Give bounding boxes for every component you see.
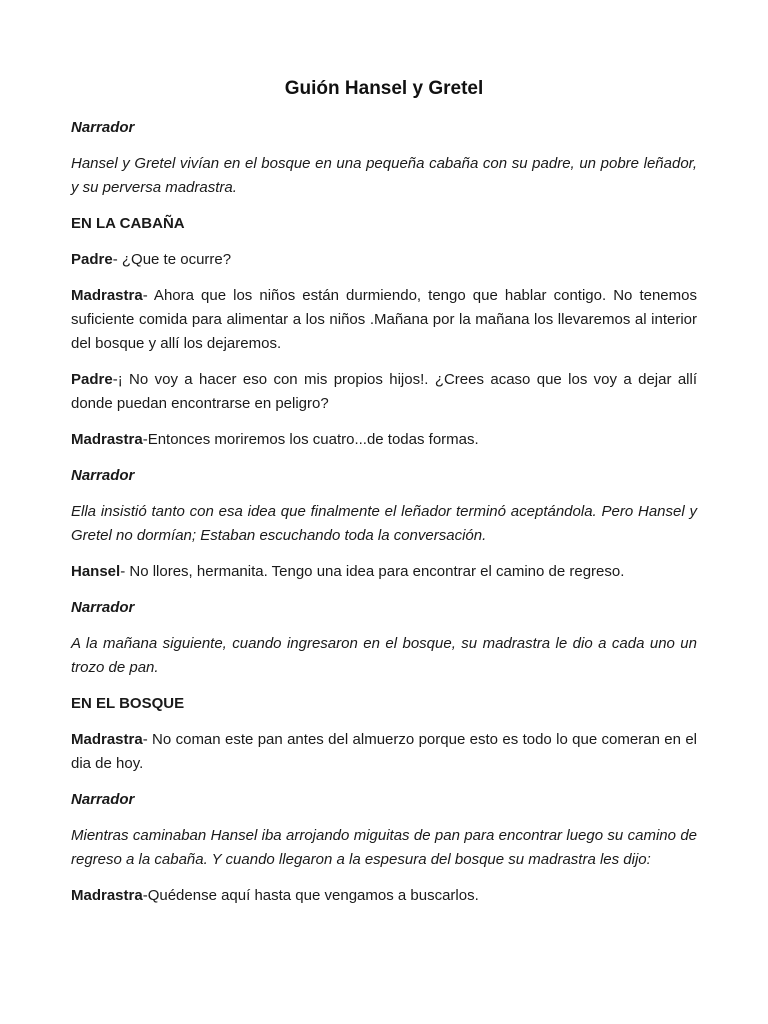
narration-paragraph: Mientras caminaban Hansel iba arrojando miguitas de pan para encontrar luego su camino de regreso a la cabaña. Y cuando llegaron a la espesura del bosque su madrastra les dijo: — [71, 827, 697, 868]
narration-paragraph: Hansel y Gretel vivían en el bosque en una pequeña cabaña con su padre, un pobre leñador, y su perversa madrastra. — [71, 155, 697, 196]
narrator-label: Narrador — [71, 119, 135, 136]
dialogue-line — [71, 560, 697, 584]
speaker-name: Hansel — [71, 563, 121, 580]
dialogue-text: - Ahora que los niños están durmiendo, tengo que hablar contigo. No tenemos suficiente comida para alimentar a los niños .Mañana por la mañana los llevaremos al interior del bosque y allí los dejaremos. — [71, 287, 697, 352]
narration-paragraph: A la mañana siguiente, cuando ingresaron en el bosque, su madrastra le dio a cada uno un trozo de pan. — [71, 635, 697, 676]
speaker-name: Padre — [71, 251, 113, 268]
document-page — [71, 76, 697, 920]
narrator-label: Narrador — [71, 599, 135, 616]
dialogue-text: - No coman este pan antes del almuerzo porque esto es todo lo que comeran en el dia de hoy. — [71, 731, 697, 772]
speaker-name: Madrastra — [71, 287, 143, 304]
dialogue-line — [71, 368, 697, 416]
dialogue-line — [71, 284, 697, 356]
speaker-name: Madrastra — [71, 431, 143, 448]
dialogue-text: -Entonces moriremos los cuatro...de todas formas. — [142, 431, 479, 448]
narrator-label: Narrador — [71, 467, 135, 484]
dialogue-line — [71, 248, 697, 272]
dialogue-text: - No llores, hermanita. Tengo una idea para encontrar el camino de regreso. — [120, 563, 625, 580]
dialogue-line — [71, 428, 697, 452]
dialogue-text: -Quédense aquí hasta que vengamos a buscarlos. — [142, 887, 479, 904]
scene-heading: EN LA CABAÑA — [71, 215, 185, 232]
dialogue-text: - ¿Que te ocurre? — [112, 251, 232, 268]
document-title: Guión Hansel y Gretel — [284, 78, 484, 99]
dialogue-text: -¡ No voy a hacer eso con mis propios hijos!. ¿Crees acaso que los voy a dejar allí donde puedan encontrarse en peligro? — [71, 371, 697, 412]
dialogue-line — [71, 884, 697, 908]
scene-heading: EN EL BOSQUE — [71, 695, 185, 712]
speaker-name: Madrastra — [71, 887, 143, 904]
dialogue-line — [71, 728, 697, 776]
speaker-name: Padre — [71, 371, 113, 388]
narrator-label: Narrador — [71, 791, 135, 808]
narration-paragraph: Ella insistió tanto con esa idea que finalmente el leñador terminó aceptándola. Pero Hansel y Gretel no dormían; Estaban escuchando toda la conversación. — [71, 503, 697, 544]
speaker-name: Madrastra — [71, 731, 143, 748]
